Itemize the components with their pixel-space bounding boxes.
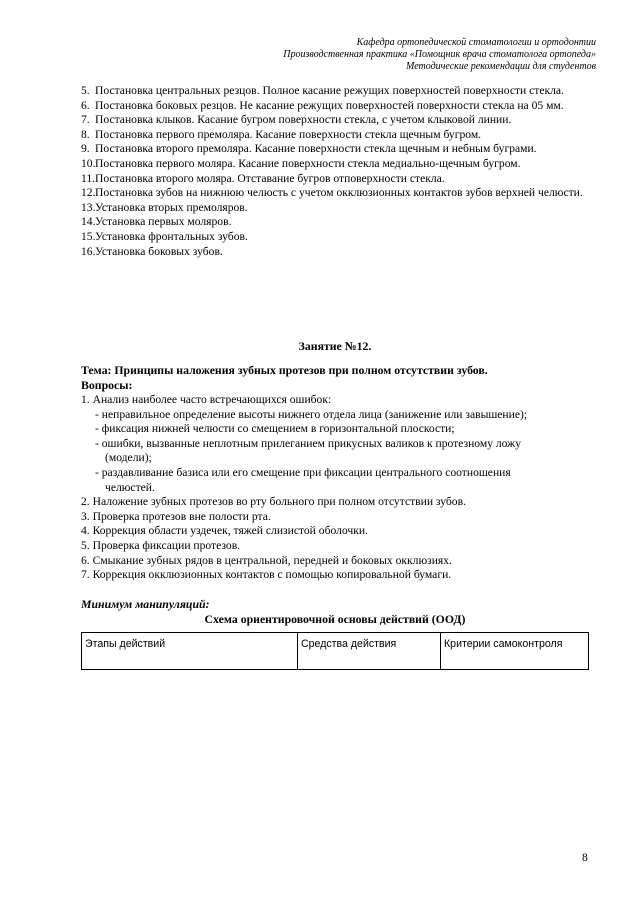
list-item-number: 16. (81, 244, 96, 258)
header-department: Кафедра ортопедической стоматологии и ортодонтии (356, 37, 596, 48)
table-header-stages: Этапы действий (82, 633, 298, 670)
list-item-text: Установка фронтальных зубов. (95, 229, 248, 243)
question-item: 6. Смыкание зубных рядов в центральной, передней и боковых окклюзиях. (81, 553, 452, 567)
list-item-number: 14. (81, 215, 96, 229)
list-item (81, 230, 589, 245)
header-guidelines: Методические рекомендации для студентов (406, 61, 596, 72)
question-item: 7. Коррекция окклюзионных контактов с помощью копировальной бумаги. (81, 568, 452, 582)
list-item-number: 7. (81, 113, 90, 127)
list-item-number: 13. (81, 200, 96, 214)
question-item: 3. Проверка протезов вне полости рта. (81, 509, 271, 523)
list-item-number: 5. (81, 84, 90, 97)
list-item (81, 215, 589, 230)
error-item: - неправильное определение высоты нижнего отдела лица (занижение или завышение); (95, 407, 528, 421)
list-item-text: Постановка второго премоляра. Касание поверхности стекла щечным и небным буграми. (95, 142, 537, 156)
list-item (81, 157, 589, 172)
list-item-number: 11. (81, 171, 96, 185)
list-item-number: 9. (81, 142, 90, 156)
table-header-means: Средства действия (298, 633, 441, 670)
table-header-row (82, 633, 589, 670)
list-item-text: Постановка первого премоляра. Касание поверхности стекла щечным бугром. (95, 127, 482, 141)
questions-list (81, 393, 589, 583)
list-item (81, 201, 589, 216)
list-item-text: Установка первых моляров. (95, 215, 232, 229)
list-item-text: Установка вторых премоляров. (95, 200, 248, 214)
list-item-number: 15. (81, 229, 96, 243)
list-item-text: Постановка боковых резцов. Не касание режущих поверхностей поверхности стекла на 05 мм. (95, 98, 564, 112)
list-item (81, 84, 589, 99)
minimum-heading: Минимум манипуляций: (81, 597, 210, 611)
list-item-text: Постановка центральных резцов. Полное касание режущих поверхностей поверхности стекла. (95, 84, 564, 97)
list-item (81, 99, 589, 114)
list-item-text: Постановка клыков. Касание бугром поверхности стекла, с учетом клыковой линии. (95, 113, 512, 127)
error-item-continuation: (модели); (105, 451, 152, 465)
page-number: 8 (582, 851, 588, 864)
list-item (81, 245, 589, 260)
list-item-number: 12. (81, 186, 96, 200)
steps-list (81, 84, 589, 259)
list-item-number: 8. (81, 127, 90, 141)
error-item: - фиксация нижней челюсти со смещением в горизонтальной плоскости; (95, 422, 455, 436)
error-item: - ошибки, вызванные неплотным прилеганием прикусных валиков к протезному ложу (95, 436, 521, 450)
ood-title: Схема ориентировочной основы действий (ООД) (204, 612, 466, 626)
error-item-continuation: челюстей. (105, 480, 155, 494)
list-item-number: 10. (81, 156, 96, 170)
list-item (81, 172, 589, 187)
error-item: - раздавливание базиса или его смещение при фиксации центрального соотношения (95, 465, 511, 479)
list-item-text: Постановка второго моляра. Отставание бугров отповерхности стекла. (95, 171, 445, 185)
list-item (81, 186, 589, 201)
lesson-title: Занятие №12. (298, 339, 372, 353)
list-item (81, 113, 589, 128)
page-header (176, 37, 596, 73)
question-item: 5. Проверка фиксации протезов. (81, 538, 241, 552)
list-item-number: 6. (81, 98, 90, 112)
header-practice: Производственная практика «Помощник врача стоматолога ортопеда» (283, 49, 596, 60)
list-item (81, 128, 589, 143)
question-item: 1. Анализ наиболее часто встречающихся ошибок: (81, 393, 332, 406)
list-item-text: Установка боковых зубов. (95, 244, 223, 258)
question-item: 4. Коррекция области уздечек, тяжей слизистой оболочки. (81, 524, 368, 538)
question-item: 2. Наложение зубных протезов во рту больного при полном отсутствии зубов. (81, 495, 466, 509)
lesson-topic: Тема: Принципы наложения зубных протезов при полном отсутствии зубов. (81, 363, 488, 377)
table-header-criteria: Критерии самоконтроля (441, 633, 589, 670)
list-item (81, 142, 589, 157)
list-item-text: Постановка первого моляра. Касание поверхности стекла медиально-щечным бугром. (95, 156, 521, 170)
ood-table (81, 632, 589, 670)
list-item-text: Постановка зубов на нижнюю челюсть с учетом окклюзионных контактов зубов верхней челюсти. (95, 186, 583, 200)
questions-heading: Вопросы: (81, 378, 133, 392)
